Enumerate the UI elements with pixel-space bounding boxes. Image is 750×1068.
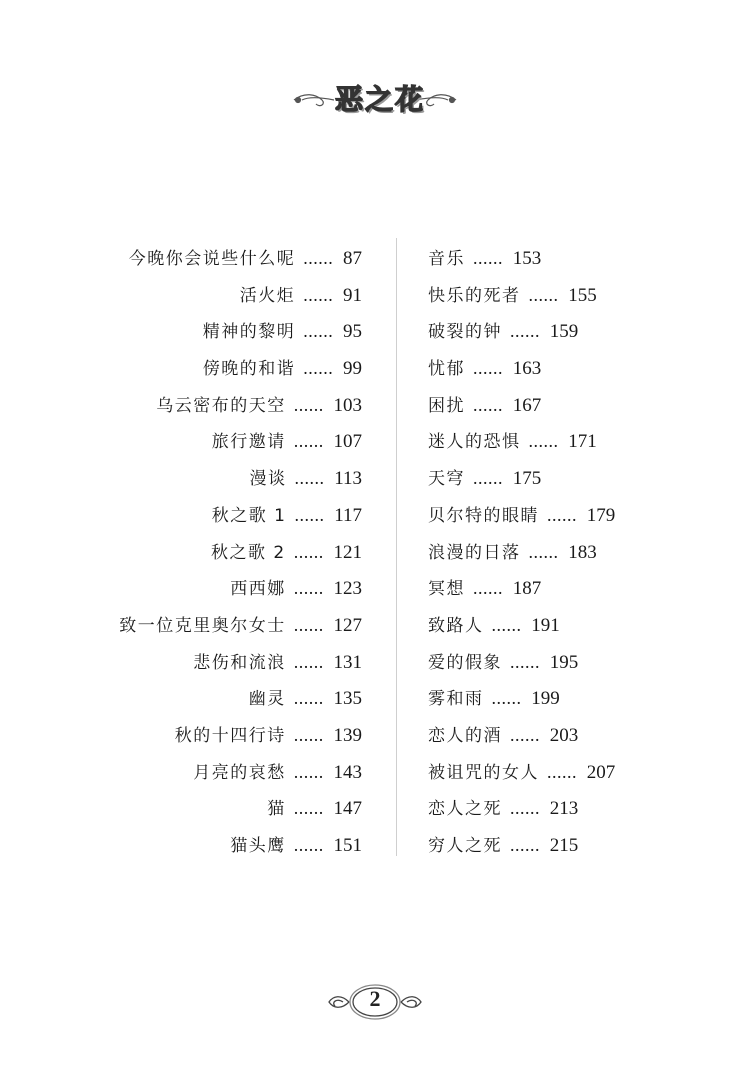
- toc-entry[interactable]: [428, 570, 688, 607]
- toc-entry-leader: ......: [303, 321, 334, 342]
- toc-entry[interactable]: [428, 460, 688, 497]
- toc-entry-title: 被诅咒的女人: [428, 762, 539, 783]
- toc-entry-leader: ......: [293, 541, 324, 562]
- toc-entry-page: 139: [333, 724, 362, 746]
- toc-entry-page: 199: [531, 688, 560, 710]
- toc-entry-title: 破裂的钟: [428, 322, 502, 343]
- toc-entry-page: 143: [333, 761, 362, 783]
- toc-entry-leader: ......: [293, 835, 324, 855]
- page-number: 2: [369, 986, 381, 1011]
- toc-entry-leader: ......: [303, 248, 334, 268]
- toc-entry-page: 171: [568, 431, 597, 453]
- toc-entry-page: 191: [531, 614, 560, 636]
- toc-entry-page: 147: [333, 798, 362, 820]
- toc-entry-title: 今晚你会说些什么呢: [128, 249, 296, 269]
- toc-entry[interactable]: [428, 754, 688, 791]
- toc-right-column: [428, 240, 688, 864]
- toc-entry-page: 117: [334, 504, 362, 526]
- toc-entry[interactable]: [60, 607, 362, 644]
- toc-entry-page: 187: [512, 578, 542, 600]
- column-divider: [396, 238, 397, 856]
- toc-entry[interactable]: [428, 387, 688, 424]
- toc-entry-leader: ......: [293, 614, 324, 635]
- toc-entry-leader: ......: [491, 614, 522, 635]
- toc-entry-title: 傍晚的和谐: [202, 359, 296, 380]
- toc-entry-page: 123: [333, 578, 362, 600]
- toc-entry-leader: ......: [473, 578, 503, 599]
- toc-entry-page: 167: [512, 394, 542, 416]
- toc-entry-leader: ......: [547, 761, 577, 782]
- toc-entry[interactable]: [60, 350, 362, 387]
- toc-entry-leader: ......: [293, 798, 324, 819]
- toc-entry-title: 忧郁: [428, 359, 465, 380]
- toc-entry[interactable]: [60, 313, 362, 350]
- toc-entry[interactable]: [428, 790, 688, 827]
- toc-entry-page: 163: [512, 358, 542, 380]
- toc-entry-leader: ......: [528, 431, 559, 452]
- toc-entry[interactable]: [60, 460, 362, 497]
- toc-entry[interactable]: [428, 644, 688, 681]
- toc-entry-leader: ......: [293, 724, 324, 745]
- toc-entry[interactable]: [428, 607, 688, 644]
- toc-entry-page: 99: [343, 358, 362, 380]
- toc-entry-leader: ......: [303, 358, 334, 379]
- toc-entry-leader: ......: [473, 248, 503, 268]
- toc-entry-page: 215: [549, 835, 579, 856]
- toc-entry-title: 幽灵: [248, 689, 286, 710]
- toc-entry-page: 113: [334, 468, 362, 490]
- toc-entry-page: 195: [549, 651, 579, 673]
- toc-entry-title: 恋人之死: [428, 799, 502, 820]
- toc-entry[interactable]: [428, 313, 688, 350]
- toc-entry-leader: ......: [293, 688, 324, 709]
- toc-entry-leader: ......: [294, 504, 325, 525]
- toc-entry-leader: ......: [491, 688, 522, 709]
- toc-entry-leader: ......: [293, 651, 324, 672]
- running-header: [0, 74, 750, 120]
- toc-entry-title: 天穹: [428, 469, 465, 490]
- toc-entry-page: 131: [333, 651, 362, 673]
- toc-entry-page: 135: [333, 688, 362, 710]
- toc-entry-page: 121: [333, 541, 362, 563]
- toc-entry[interactable]: [60, 423, 362, 460]
- toc-entry-title: 贝尔特的眼睛: [428, 505, 539, 526]
- toc-entry-leader: ......: [293, 394, 324, 415]
- toc-entry-leader: ......: [510, 835, 540, 855]
- toc-entry-page: 103: [333, 394, 362, 416]
- toc-entry-title: 猫头鹰: [230, 836, 286, 856]
- book-title: 恶之花: [335, 83, 426, 116]
- toc-entry[interactable]: [428, 497, 688, 534]
- toc-entry-title: 月亮的哀愁: [193, 762, 286, 783]
- page-footer: [0, 982, 750, 1022]
- toc-entry-leader: ......: [294, 468, 325, 489]
- toc-entry[interactable]: [60, 534, 362, 571]
- toc-entry-title: 猫: [267, 799, 286, 820]
- toc-entry-title: 快乐的死者: [428, 285, 521, 306]
- toc-entry-page: 203: [549, 724, 579, 746]
- toc-entry-leader: ......: [473, 358, 503, 379]
- toc-entry[interactable]: [60, 827, 362, 864]
- toc-entry[interactable]: [60, 790, 362, 827]
- toc-entry-title: 精神的黎明: [202, 322, 296, 343]
- toc-entry[interactable]: [60, 240, 362, 277]
- toc-entry-page: 91: [343, 284, 362, 306]
- toc-entry-page: 183: [568, 541, 597, 563]
- toc-entry-leader: ......: [303, 284, 334, 305]
- toc-entry-title: 穷人之死: [428, 836, 502, 856]
- toc-entry-title: 困扰: [428, 395, 465, 416]
- toc-entry[interactable]: [428, 277, 688, 314]
- toc-entry[interactable]: [428, 423, 688, 460]
- toc-entry-title: 秋之歌 1: [211, 505, 287, 526]
- toc-entry[interactable]: [428, 827, 688, 864]
- toc-entry-page: 87: [343, 248, 362, 269]
- toc-entry-leader: ......: [510, 321, 540, 342]
- toc-entry-page: 153: [512, 248, 542, 269]
- toc-entry-title: 秋的十四行诗: [174, 725, 286, 746]
- toc-entry-title: 雾和雨: [428, 689, 484, 710]
- toc-entry[interactable]: [428, 240, 688, 277]
- toc-entry-leader: ......: [510, 651, 540, 672]
- toc-entry-leader: ......: [528, 284, 559, 305]
- toc-entry-leader: ......: [528, 541, 559, 562]
- toc-entry-title: 活火炬: [239, 285, 296, 306]
- toc-entry[interactable]: [60, 644, 362, 681]
- toc-entry-title: 致路人: [428, 615, 484, 636]
- toc-entry[interactable]: [60, 717, 362, 754]
- toc-entry-title: 悲伤和流浪: [193, 652, 286, 673]
- toc-entry-title: 浪漫的日落: [428, 542, 521, 563]
- toc-entry-page: 151: [333, 835, 362, 856]
- toc-entry-page: 159: [549, 321, 579, 343]
- toc-entry[interactable]: [60, 497, 362, 534]
- toc-entry[interactable]: [428, 680, 688, 717]
- toc-entry-title: 迷人的恐惧: [428, 432, 521, 453]
- toc-entry-title: 爱的假象: [428, 652, 502, 673]
- toc-entry-page: 213: [549, 798, 579, 820]
- toc-entry-title: 西西娜: [230, 579, 286, 600]
- toc-entry-title: 音乐: [428, 249, 465, 269]
- toc-entry[interactable]: [428, 717, 688, 754]
- toc-entry-title: 漫谈: [249, 469, 287, 490]
- toc-entry-leader: ......: [473, 394, 503, 415]
- toc-entry[interactable]: [60, 754, 362, 791]
- toc-entry-leader: ......: [510, 798, 540, 819]
- toc-entry-page: 107: [333, 431, 362, 453]
- toc-entry-leader: ......: [510, 724, 540, 745]
- toc-left-column: [60, 240, 362, 864]
- toc-entry[interactable]: [60, 387, 362, 424]
- toc-entry-title: 致一位克里奥尔女士: [119, 615, 286, 636]
- toc-entry-leader: ......: [547, 504, 577, 525]
- toc-entry-leader: ......: [473, 468, 503, 489]
- toc-entry-title: 旅行邀请: [211, 432, 286, 453]
- toc-entry-page: 95: [343, 321, 362, 343]
- toc-entry-leader: ......: [293, 761, 324, 782]
- toc-entry-page: 155: [568, 284, 597, 306]
- toc-entry-page: 179: [586, 504, 616, 526]
- toc-entry[interactable]: [428, 534, 688, 571]
- toc-entry[interactable]: [60, 680, 362, 717]
- toc-entry-leader: ......: [293, 431, 324, 452]
- toc-entry-page: 127: [333, 614, 362, 636]
- toc-entry[interactable]: [60, 570, 362, 607]
- toc-entry-title: 秋之歌 2: [211, 542, 286, 563]
- toc-entry-leader: ......: [293, 578, 324, 599]
- toc-entry[interactable]: [60, 277, 362, 314]
- toc-entry-page: 175: [512, 468, 542, 490]
- toc-entry-title: 乌云密布的天空: [156, 395, 286, 416]
- toc-entry-title: 冥想: [428, 579, 465, 600]
- toc-entry-title: 恋人的酒: [428, 725, 502, 746]
- toc-entry[interactable]: [428, 350, 688, 387]
- toc-entry-page: 207: [586, 761, 616, 783]
